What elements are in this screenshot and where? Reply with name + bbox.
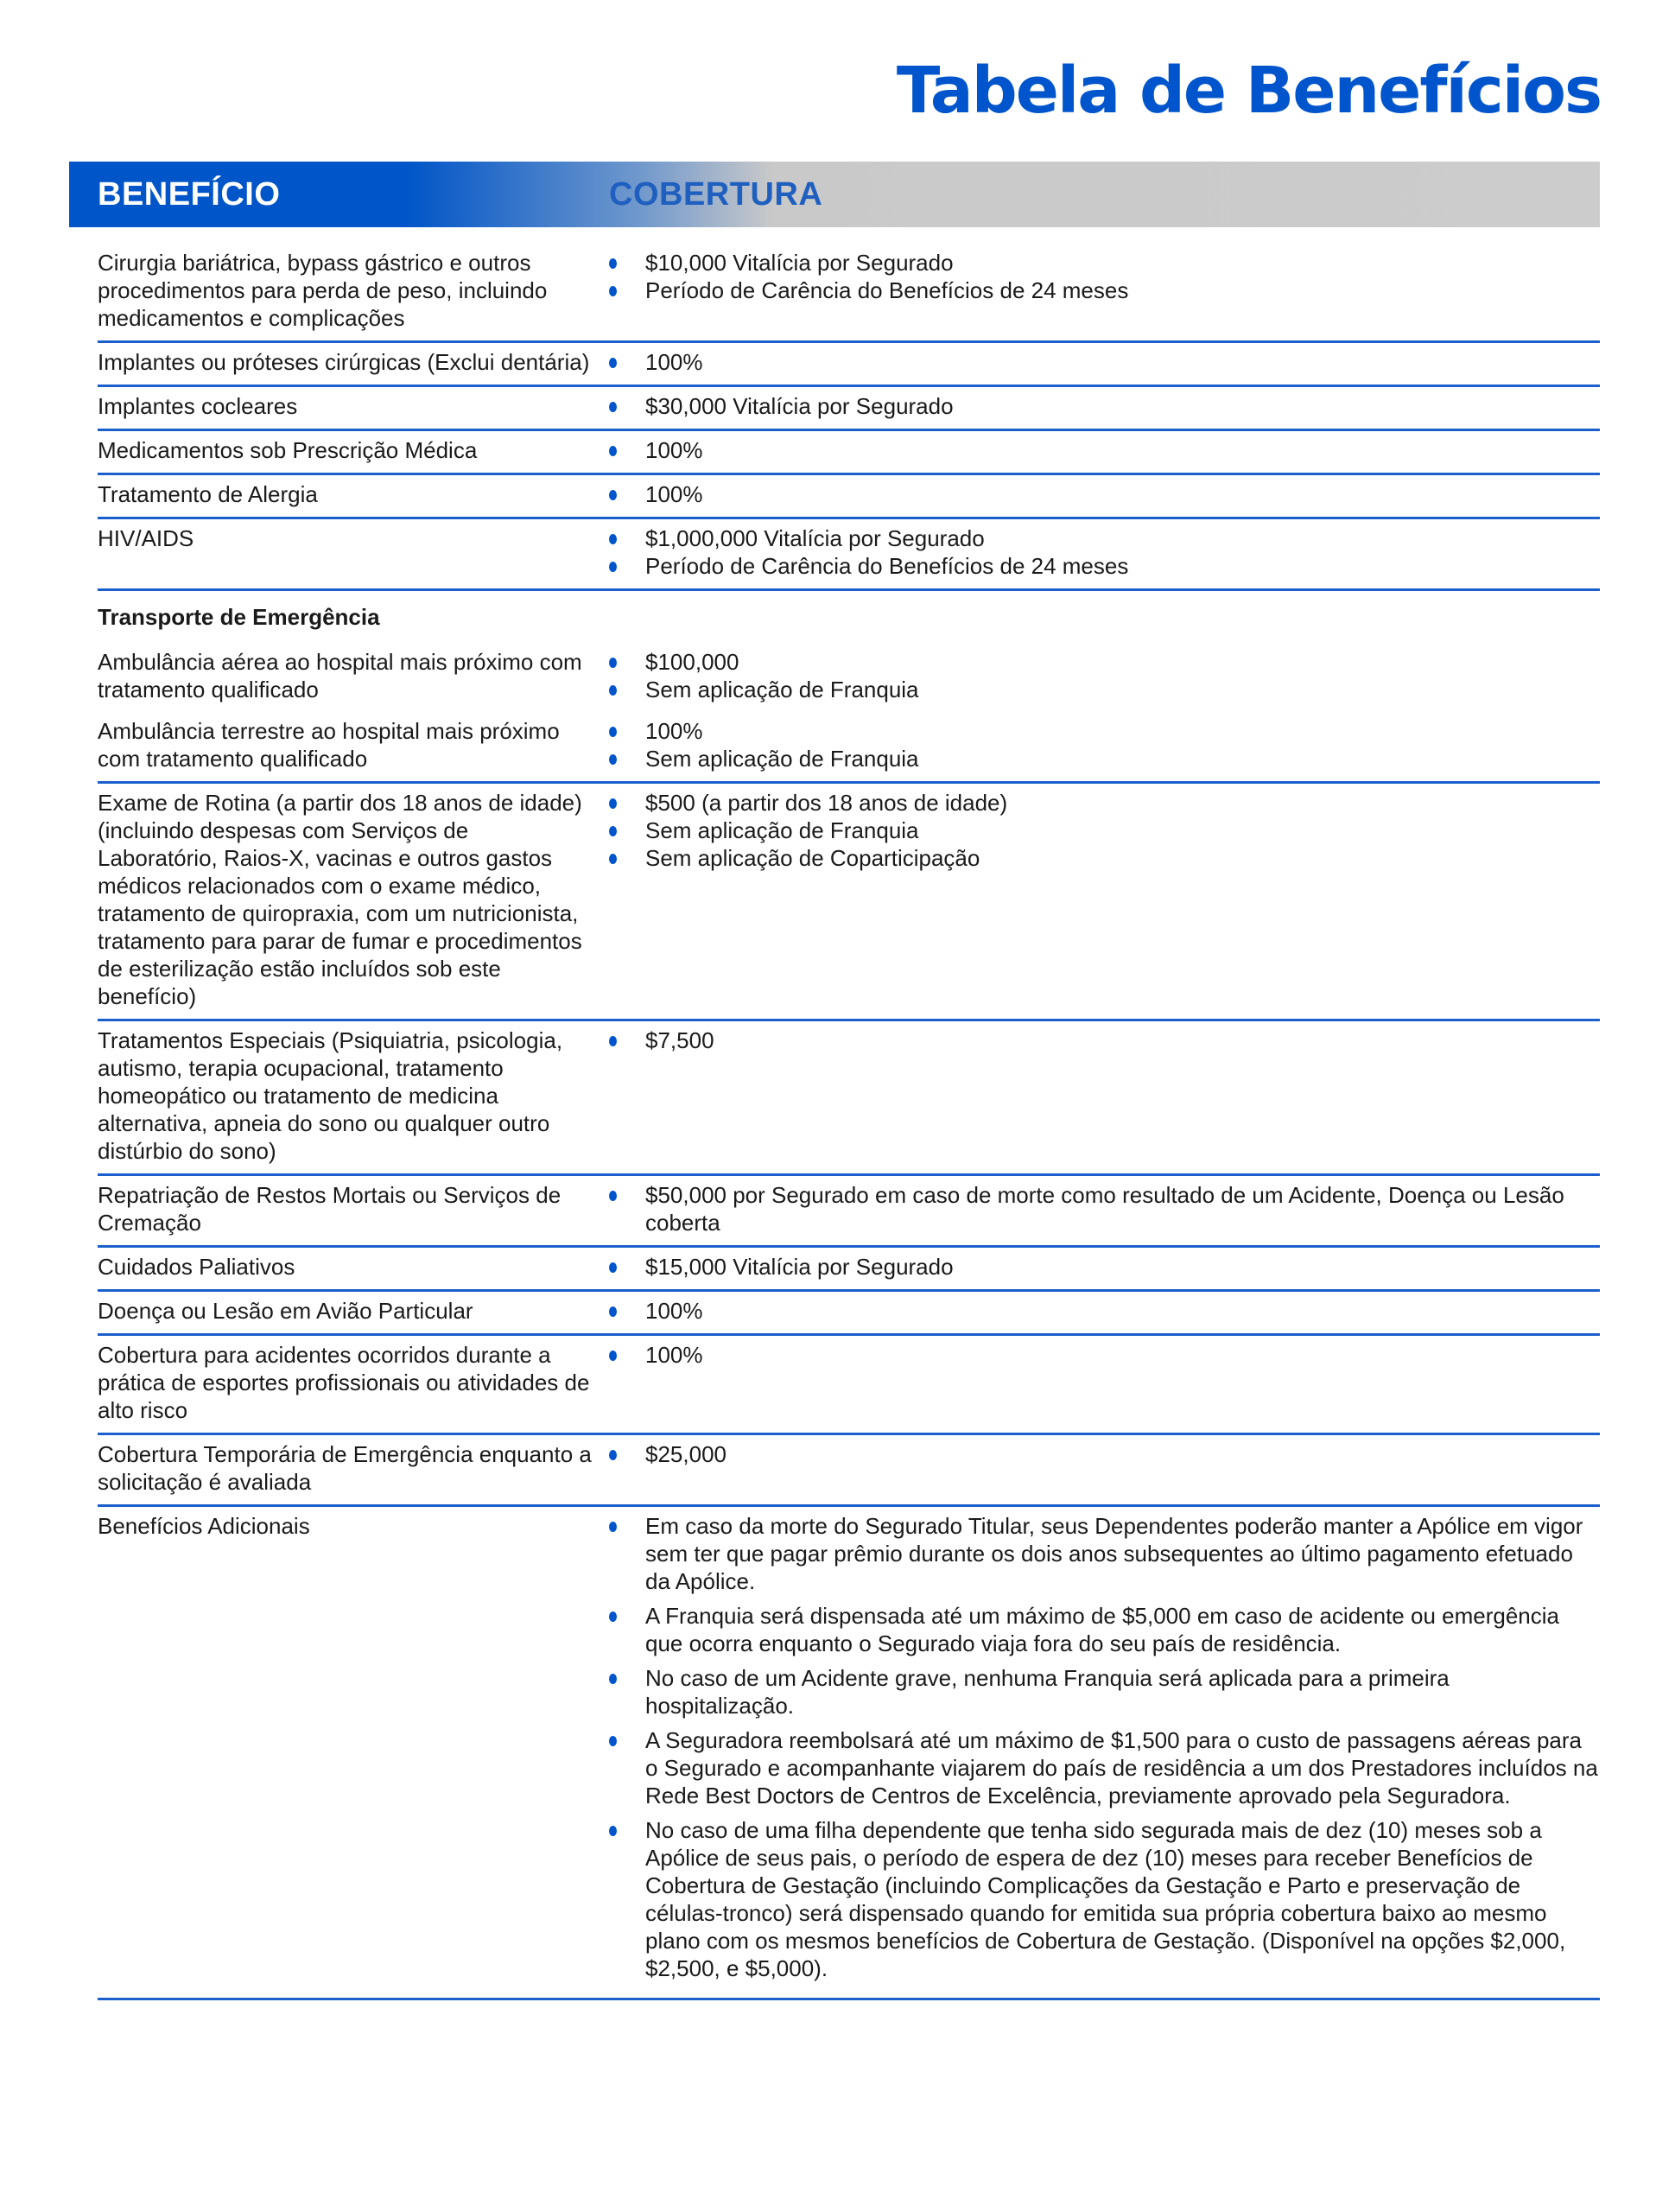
coverage-cell (609, 436, 1600, 464)
bullet-icon (609, 1450, 617, 1460)
benefit-cell: Benefícios Adicionais (98, 1513, 310, 1539)
coverage-cell (609, 480, 1600, 508)
coverage-item (609, 817, 1600, 844)
column-header-benefit: BENEFÍCIO (98, 175, 281, 213)
table-row (98, 387, 1600, 431)
bullet-icon (609, 1736, 617, 1746)
coverage-list (609, 1512, 1600, 1982)
coverage-text: Sem aplicação de Franquia (645, 746, 919, 772)
bullet-icon (609, 402, 617, 412)
coverage-list (609, 249, 1600, 304)
bullet-icon (609, 490, 617, 500)
benefit-cell: Tratamentos Especiais (Psiquiatria, psicologia, autismo, terapia ocupacional, tratamento homeopático ou tratamento de medicina alternativa, apneia do sono ou qualquer outro distúrbio do sono) (98, 1027, 563, 1164)
coverage-text: 100% (645, 349, 703, 375)
coverage-list (609, 648, 1600, 703)
column-header-coverage: COBERTURA (609, 175, 823, 213)
coverage-list (609, 1253, 1600, 1281)
coverage-cell (609, 789, 1600, 1010)
coverage-list (609, 1341, 1600, 1369)
benefits-table (98, 244, 1600, 2000)
coverage-item (609, 789, 1600, 817)
coverage-list (609, 392, 1600, 420)
table-row (98, 1248, 1600, 1292)
coverage-item (609, 648, 1600, 676)
coverage-cell (609, 1297, 1600, 1325)
bullet-icon (609, 1036, 617, 1046)
bullet-icon (609, 1674, 617, 1684)
coverage-text: No caso de um Acidente grave, nenhuma Franquia será aplicada para a primeira hospitalização. (645, 1665, 1450, 1719)
coverage-item (609, 524, 1600, 552)
benefit-cell: Tratamento de Alergia (98, 481, 318, 507)
coverage-text: 100% (645, 718, 703, 744)
coverage-cell (609, 1253, 1600, 1281)
benefit-cell: Doença ou Lesão em Avião Particular (98, 1298, 473, 1324)
section-title: Transporte de Emergência (98, 604, 380, 630)
coverage-item (609, 1602, 1600, 1657)
coverage-list (609, 789, 1600, 872)
coverage-cell (609, 1440, 1600, 1496)
coverage-cell (609, 717, 1600, 772)
coverage-list (609, 348, 1600, 376)
section-header-row (98, 591, 1600, 643)
table-row (98, 1292, 1600, 1336)
bullet-icon (609, 286, 617, 296)
bullet-icon (609, 1262, 617, 1273)
coverage-text: 100% (645, 481, 703, 507)
coverage-text: $100,000 (645, 649, 739, 675)
coverage-cell (609, 348, 1600, 376)
coverage-text: $50,000 por Segurado em caso de morte como resultado de um Acidente, Doença ou Lesão coberta (645, 1182, 1564, 1236)
bullet-icon (609, 1826, 617, 1836)
coverage-item (609, 1181, 1600, 1236)
benefit-cell: Implantes ou próteses cirúrgicas (Exclui dentária) (98, 349, 590, 375)
coverage-text: $7,500 (645, 1027, 714, 1053)
coverage-cell (609, 603, 1600, 631)
coverage-text: Período de Carência do Benefícios de 24 meses (645, 277, 1129, 303)
coverage-item (609, 552, 1600, 580)
coverage-cell (609, 648, 1600, 703)
coverage-text: 100% (645, 437, 703, 463)
coverage-item (609, 717, 1600, 745)
coverage-list (609, 717, 1600, 772)
bullet-icon (609, 826, 617, 836)
table-row (98, 1021, 1600, 1176)
page-title: Tabela de Benefícios (896, 54, 1601, 128)
bullet-icon (609, 658, 617, 668)
coverage-text: $500 (a partir dos 18 anos de idade) (645, 790, 1008, 816)
table-row (98, 643, 1600, 712)
coverage-item (609, 1726, 1600, 1809)
bullet-icon (609, 446, 617, 456)
coverage-text: No caso de uma filha dependente que tenha sido segurada mais de dez (10) meses sob a Apólice de seus pais, o período de espera de dez (10) meses para receber Benefícios de Cobertura de Gestação (incluindo Complicações da Gestação e Parto e preservação de células-tronco) será dispensado quando for emitida sua própria cobertura baixo ao mesmo plano com os mesmos benefícios de Cobertura de Gestação. (Disponível na opções $2,000, $2,500, e $5,000). (645, 1817, 1566, 1981)
table-row (98, 1435, 1600, 1507)
table-row (98, 784, 1600, 1021)
coverage-list (609, 436, 1600, 464)
coverage-list (609, 1027, 1600, 1054)
table-row (98, 1336, 1600, 1435)
bullet-icon (609, 1351, 617, 1361)
benefit-cell: Exame de Rotina (a partir dos 18 anos de idade) (incluindo despesas com Serviços de Laboratório, Raios-X, vacinas e outros gastos médicos relacionados com o exame médico, tratamento de quiropraxia, com um nutricionista, tratamento para parar de fumar e procedimentos de esterilização estão incluídos sob este benefício) (98, 790, 582, 1009)
coverage-item (609, 436, 1600, 464)
coverage-item (609, 1027, 1600, 1054)
benefit-cell: Cuidados Paliativos (98, 1254, 295, 1280)
coverage-list (609, 1181, 1600, 1236)
coverage-item (609, 1341, 1600, 1369)
table-row (98, 244, 1600, 343)
coverage-text: Sem aplicação de Franquia (645, 677, 919, 702)
coverage-cell (609, 1027, 1600, 1165)
coverage-text: $1,000,000 Vitalícia por Segurado (645, 525, 985, 551)
coverage-item (609, 348, 1600, 376)
coverage-item (609, 676, 1600, 703)
coverage-item (609, 1297, 1600, 1325)
coverage-text: Em caso da morte do Segurado Titular, seus Dependentes poderão manter a Apólice em vigor sem ter que pagar prêmio durante os dois anos subsequentes ao último pagamento efetuado da Apólice. (645, 1513, 1583, 1594)
table-row (98, 431, 1600, 475)
coverage-text: 100% (645, 1342, 703, 1368)
benefit-cell: Ambulância terrestre ao hospital mais próximo com tratamento qualificado (98, 718, 560, 772)
coverage-item (609, 1253, 1600, 1281)
coverage-item (609, 480, 1600, 508)
benefit-cell: Cobertura para acidentes ocorridos durante a prática de esportes profissionais ou atividades de alto risco (98, 1342, 590, 1423)
coverage-cell (609, 1181, 1600, 1236)
table-header (69, 162, 1600, 227)
coverage-cell (609, 1512, 1600, 1989)
bullet-icon (609, 754, 617, 765)
bullet-icon (609, 562, 617, 572)
table-row (98, 1176, 1600, 1248)
coverage-item (609, 276, 1600, 304)
benefit-cell: Repatriação de Restos Mortais ou Serviços de Cremação (98, 1182, 562, 1236)
coverage-item (609, 1816, 1600, 1982)
coverage-cell (609, 392, 1600, 420)
table-row (98, 343, 1600, 387)
table-row (98, 1507, 1600, 2000)
benefit-cell: Cobertura Temporária de Emergência enquanto a solicitação é avaliada (98, 1441, 592, 1495)
bullet-icon (609, 1306, 617, 1317)
bullet-icon (609, 1522, 617, 1532)
coverage-text: A Seguradora reembolsará até um máximo de $1,500 para o custo de passagens aéreas para o Segurado e acompanhante viajarem do país de residência a um dos Prestadores incluídos na Rede Best Doctors de Centros de Excelência, previamente aprovado pela Seguradora. (645, 1727, 1598, 1808)
coverage-item (609, 392, 1600, 420)
bullet-icon (609, 534, 617, 544)
coverage-item (609, 249, 1600, 276)
benefit-cell: Medicamentos sob Prescrição Médica (98, 437, 478, 463)
coverage-list (609, 1297, 1600, 1325)
benefit-cell: HIV/AIDS (98, 525, 194, 551)
coverage-cell (609, 249, 1600, 332)
coverage-item (609, 1512, 1600, 1595)
coverage-cell (609, 524, 1600, 580)
bullet-icon (609, 798, 617, 809)
coverage-list (609, 1440, 1600, 1468)
coverage-item (609, 745, 1600, 772)
coverage-cell (609, 1341, 1600, 1424)
coverage-text: $10,000 Vitalícia por Segurado (645, 250, 954, 276)
bullet-icon (609, 727, 617, 737)
table-row (98, 519, 1600, 591)
bullet-icon (609, 685, 617, 696)
table-row (98, 712, 1600, 784)
bullet-icon (609, 1191, 617, 1201)
coverage-text: $15,000 Vitalícia por Segurado (645, 1254, 954, 1280)
coverage-item (609, 1664, 1600, 1719)
benefit-cell: Cirurgia bariátrica, bypass gástrico e outros procedimentos para perda de peso, incluindo medicamentos e complicações (98, 250, 548, 331)
coverage-text: $25,000 (645, 1441, 726, 1467)
coverage-list (609, 524, 1600, 580)
bullet-icon (609, 258, 617, 269)
table-row (98, 475, 1600, 519)
coverage-text: Sem aplicação de Coparticipação (645, 845, 980, 871)
coverage-text: Sem aplicação de Franquia (645, 817, 919, 843)
coverage-text: A Franquia será dispensada até um máximo de $5,000 em caso de acidente ou emergência que ocorra enquanto o Segurado viaja fora do seu país de residência. (645, 1603, 1559, 1656)
coverage-item (609, 1440, 1600, 1468)
bullet-icon (609, 358, 617, 368)
coverage-text: 100% (645, 1298, 703, 1324)
benefit-cell: Ambulância aérea ao hospital mais próximo com tratamento qualificado (98, 649, 582, 702)
coverage-list (609, 480, 1600, 508)
coverage-text: $30,000 Vitalícia por Segurado (645, 393, 954, 419)
benefit-cell: Implantes cocleares (98, 393, 298, 419)
coverage-item (609, 844, 1600, 872)
bullet-icon (609, 1611, 617, 1622)
bullet-icon (609, 854, 617, 864)
coverage-text: Período de Carência do Benefícios de 24 meses (645, 553, 1129, 579)
